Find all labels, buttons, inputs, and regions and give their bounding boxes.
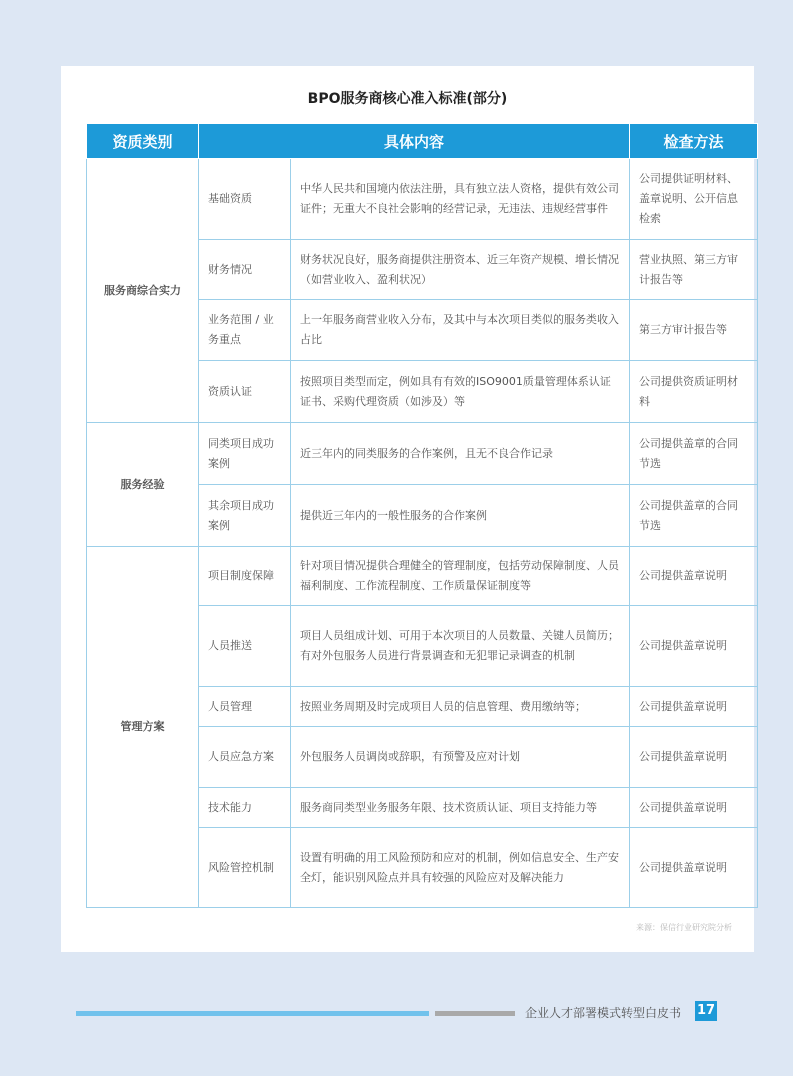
category-cell: 服务经验	[87, 423, 199, 547]
content-cell: 项目人员组成计划、可用于本次项目的人员数量、关键人员简历；有对外包服务人员进行背景调查和无犯罪记录调查的机制	[291, 606, 630, 687]
item-cell: 人员应急方案	[199, 727, 291, 788]
content-cell: 外包服务人员调岗或辞职，有预警及应对计划	[291, 727, 630, 788]
item-cell: 技术能力	[199, 788, 291, 828]
table-row	[87, 423, 758, 485]
item-cell: 财务情况	[199, 240, 291, 300]
method-cell: 公司提供盖章说明	[630, 606, 758, 687]
method-cell: 公司提供盖章说明	[630, 828, 758, 908]
item-cell: 其余项目成功案例	[199, 485, 291, 547]
content-cell: 按照业务周期及时完成项目人员的信息管理、费用缴纳等；	[291, 687, 630, 727]
item-cell: 人员管理	[199, 687, 291, 727]
item-cell: 项目制度保障	[199, 547, 291, 606]
content-cell: 上一年服务商营业收入分布，及其中与本次项目类似的服务类收入占比	[291, 300, 630, 361]
item-cell: 业务范围 / 业务重点	[199, 300, 291, 361]
table-row	[87, 159, 758, 240]
footer-title: 企业人才部署模式转型白皮书	[525, 1006, 682, 1020]
table-row	[87, 547, 758, 606]
item-cell: 基础资质	[199, 159, 291, 240]
footer-bar-blue	[76, 1011, 429, 1016]
method-cell: 公司提供盖章说明	[630, 727, 758, 788]
standards-table	[86, 123, 758, 908]
category-cell: 服务商综合实力	[87, 159, 199, 423]
page-number: 17	[695, 1001, 717, 1021]
footer-bar-gray	[435, 1011, 515, 1016]
method-cell: 公司提供盖章的合同节选	[630, 485, 758, 547]
content-cell: 按照项目类型而定，例如具有有效的ISO9001质量管理体系认证证书、采购代理资质（如涉及）等	[291, 361, 630, 423]
item-cell: 人员推送	[199, 606, 291, 687]
item-cell: 资质认证	[199, 361, 291, 423]
content-cell: 设置有明确的用工风险预防和应对的机制，例如信息安全、生产安全灯，能识别风险点并具有较强的风险应对及解决能力	[291, 828, 630, 908]
item-cell: 同类项目成功案例	[199, 423, 291, 485]
content-cell: 财务状况良好，服务商提供注册资本、近三年资产规模、增长情况（如营业收入、盈利状况）	[291, 240, 630, 300]
method-cell: 公司提供盖章的合同节选	[630, 423, 758, 485]
method-cell: 公司提供盖章说明	[630, 547, 758, 606]
header-method: 检查方法	[630, 124, 758, 159]
method-cell: 公司提供盖章说明	[630, 687, 758, 727]
source-note: 来源：保信行业研究院分析	[636, 923, 732, 932]
table-header-row	[87, 124, 758, 159]
content-cell: 中华人民共和国境内依法注册，具有独立法人资格，提供有效公司证件；无重大不良社会影响的经营记录，无违法、违规经营事件	[291, 159, 630, 240]
content-cell: 近三年内的同类服务的合作案例，且无不良合作记录	[291, 423, 630, 485]
content-cell: 提供近三年内的一般性服务的合作案例	[291, 485, 630, 547]
category-cell: 管理方案	[87, 547, 199, 908]
header-category: 资质类别	[87, 124, 199, 159]
method-cell: 公司提供盖章说明	[630, 788, 758, 828]
method-cell: 第三方审计报告等	[630, 300, 758, 361]
content-cell: 针对项目情况提供合理健全的管理制度，包括劳动保障制度、人员福利制度、工作流程制度、工作质量保证制度等	[291, 547, 630, 606]
method-cell: 公司提供资质证明材料	[630, 361, 758, 423]
content-cell: 服务商同类型业务服务年限、技术资质认证、项目支持能力等	[291, 788, 630, 828]
method-cell: 营业执照、第三方审计报告等	[630, 240, 758, 300]
method-cell: 公司提供证明材料、盖章说明、公开信息检索	[630, 159, 758, 240]
content-card	[61, 66, 754, 952]
header-content: 具体内容	[199, 124, 630, 159]
table-title: BPO服务商核心准入标准(部分)	[307, 91, 508, 107]
item-cell: 风险管控机制	[199, 828, 291, 908]
